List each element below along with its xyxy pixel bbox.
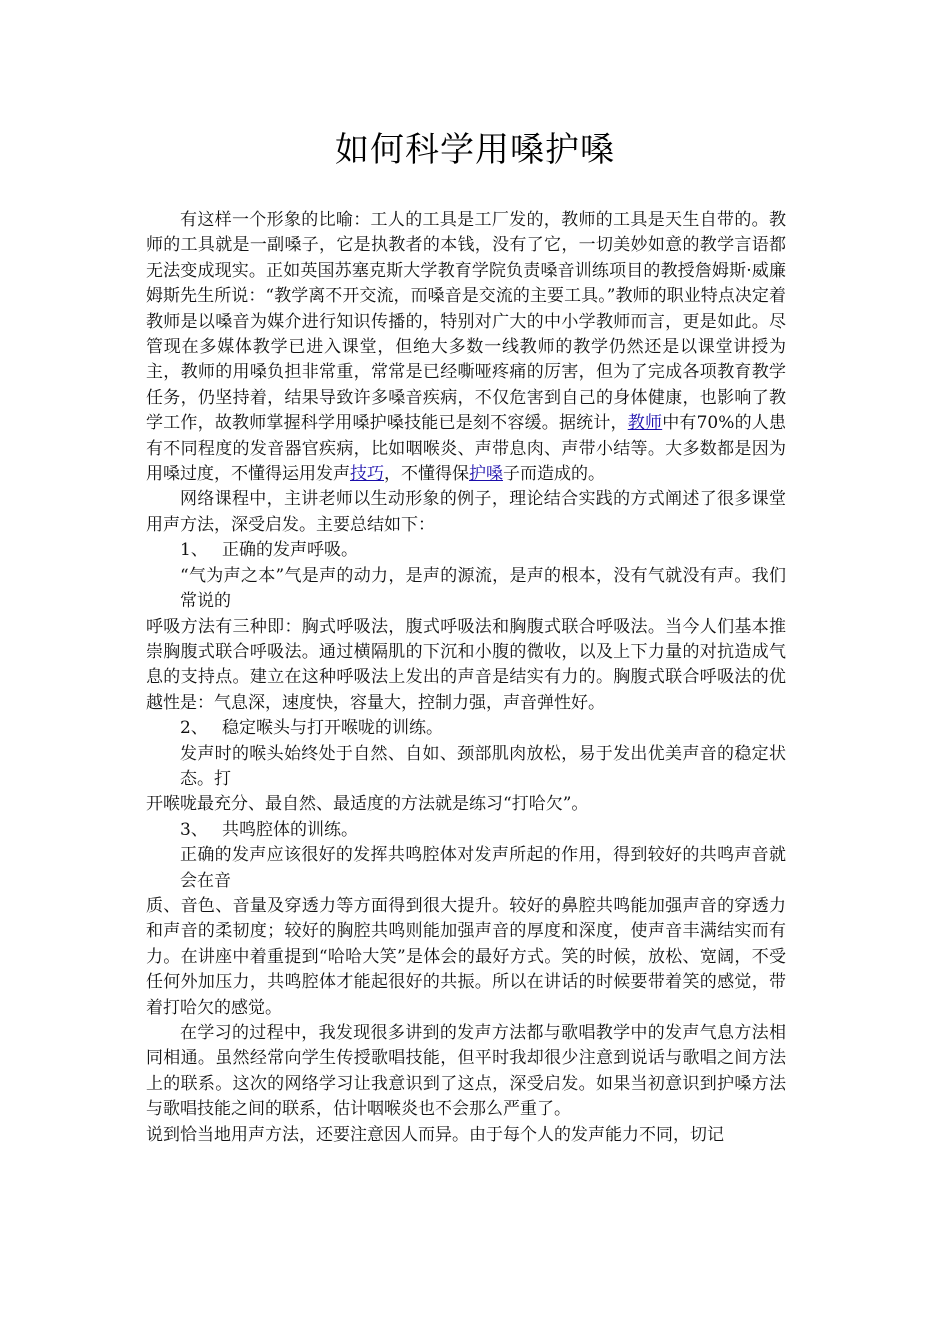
intro-text-b: 中有70%的人患有不同程度的发音器官疾病，比如咽喉炎、声带息肉、声带小结等。大多数都是因为用嗓过度，不懂得运用发声 — [146, 413, 787, 485]
document-body — [146, 208, 786, 1148]
link-voice-care[interactable]: 护嗓 — [469, 464, 503, 485]
section-body-1: 呼吸方法有三种即：胸式呼吸法，腹式呼吸法和胸腹式联合呼吸法。当今人们基本推崇胸腹式联合呼吸法。通过横隔肌的下沉和小腹的微收，以及上下力量的对抗造成气息的支持点。建立在这种呼吸法上发出的声音是结实有力的。胸腹式联合呼吸法的优越性是：气息深，速度快，容量大，控制力强，声音弹性好。 — [146, 616, 786, 713]
section-heading-3 — [146, 818, 786, 843]
course-paragraph: 网络课程中，主讲老师以生动形象的例子，理论结合实践的方式阐述了很多课堂用声方法，深受启发。主要总结如下： — [146, 489, 786, 535]
section-heading-2 — [146, 716, 786, 741]
section-lead-2: 发声时的喉头始终处于自然、自如、颈部肌肉放松，易于发出优美声音的稳定状态。打 — [180, 743, 786, 789]
section-number: 2、 — [180, 718, 208, 739]
link-skill[interactable]: 技巧 — [350, 464, 384, 485]
section-lead-3: 正确的发声应该很好的发挥共鸣腔体对发声所起的作用，得到较好的共鸣声音就会在音 — [180, 845, 786, 891]
section-body-2: 开喉咙最充分、最自然、最适度的方法就是练习“打哈欠”。 — [146, 794, 589, 815]
intro-text-c: ，不懂得保 — [384, 464, 469, 485]
section-lead-1: “气为声之本”气是声的动力，是声的源流，是声的根本，没有气就没有声。我们常说的 — [180, 565, 786, 612]
section-title: 共鸣腔体的训练。 — [222, 819, 358, 840]
closing-paragraph: 说到恰当地用声方法，还要注意因人而异。由于每个人的发声能力不同，切记 — [146, 1124, 724, 1145]
intro-paragraph — [146, 208, 786, 487]
section-number: 1、 — [180, 540, 208, 561]
section-title: 正确的发声呼吸。 — [222, 540, 358, 561]
section-body-3: 质、音色、音量及穿透力等方面得到很大提升。较好的鼻腔共鸣能加强声音的穿透力和声音的柔韧度；较好的胸腔共鸣则能加强声音的厚度和深度，使声音丰满结实而有力。在讲座中着重提到“哈哈大笑”是体会的最好方式。笑的时候，放松、宽阔，不受任何外加压力，共鸣腔体才能起很好的共振。所以在讲话的时候要带着笑的感觉，带着打哈欠的感觉。 — [146, 895, 786, 1018]
intro-text-a: 有这样一个形象的比喻：工人的工具是工厂发的，教师的工具是天生自带的。教师的工具就是一副嗓子，它是执教者的本钱，没有了它，一切美妙如意的教学言语都无法变成现实。正如英国苏塞克斯大学教育学院负责嗓音训练项目的教授詹姆斯·威廉姆斯先生所说：“教学离不开交流，而嗓音是交流的主要工具。”教师的职业特点决定着教师是以嗓音为媒介进行知识传播的，特别对广大的中小学教师而言，更是如此。尽管现在多媒体教学已进入课堂，但绝大多数一线教师的教学仍然还是以课堂讲授为主，教师的用嗓负担非常重，常常是已经嘶哑疼痛的厉害，但为了完成各项教育教学任务，仍坚持着，结果导致许多嗓音疾病，不仅危害到自己的身体健康，也影响了教学工作，故教师掌握科学用嗓护嗓技能已是刻不容缓。据统计， — [146, 210, 786, 434]
section-title: 稳定喉头与打开喉咙的训练。 — [222, 718, 443, 739]
page-title: 如何科学用嗓护嗓 — [335, 130, 615, 170]
section-number: 3、 — [180, 819, 208, 840]
intro-text-d: 子而造成的。 — [503, 464, 605, 485]
link-teacher[interactable]: 教师 — [627, 413, 663, 434]
section-heading-1 — [146, 538, 786, 563]
reflection-paragraph: 在学习的过程中，我发现很多讲到的发声方法都与歌唱教学中的发声气息方法相同相通。虽然经常向学生传授歌唱技能，但平时我却很少注意到说话与歌唱之间方法上的联系。这次的网络学习让我意识到了这点，深受启发。如果当初意识到护嗓方法与歌唱技能之间的联系，估计咽喉炎也不会那么严重了。 — [146, 1023, 786, 1120]
